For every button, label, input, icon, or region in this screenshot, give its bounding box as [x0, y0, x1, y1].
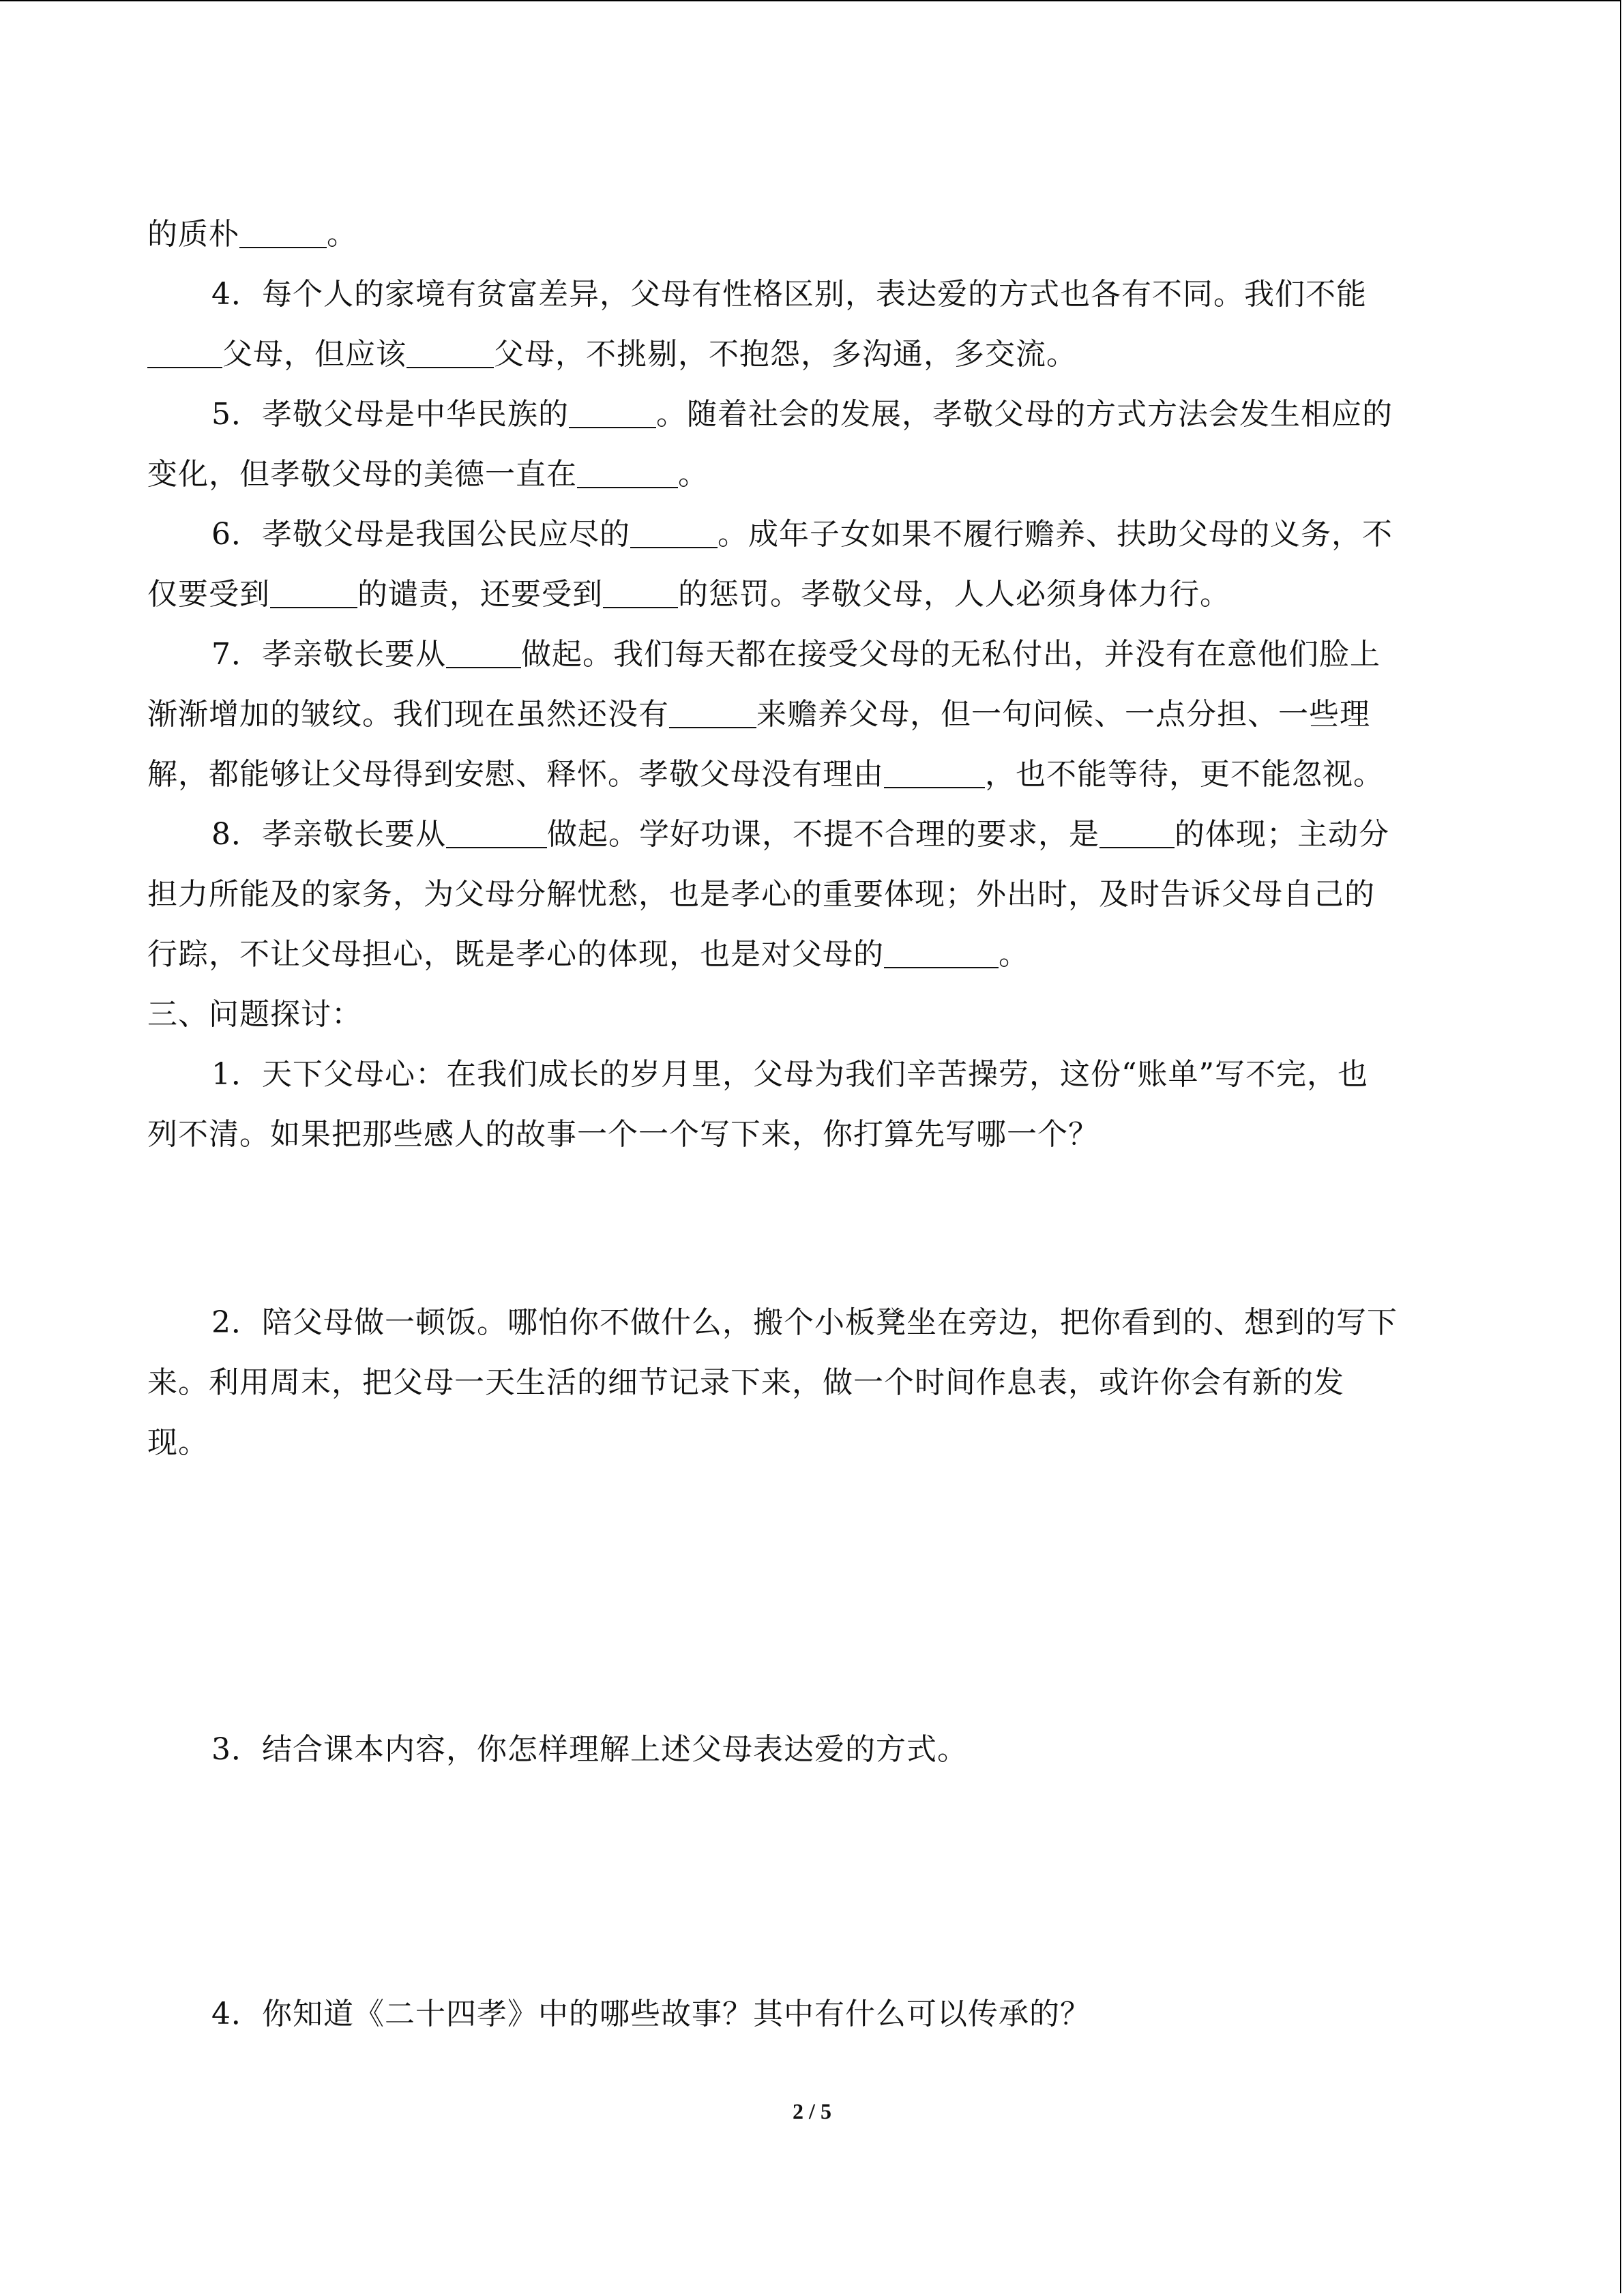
fill-blank[interactable]: [407, 337, 494, 368]
fill-blank[interactable]: [239, 217, 327, 248]
answer-space[interactable]: [147, 1473, 1475, 1720]
text-span: 。成年子女如果不履行赡养、扶助父母的义务，不: [718, 517, 1393, 552]
question-5-line-1: [147, 385, 1475, 445]
answer-space[interactable]: [147, 1780, 1475, 1984]
text-span: 6．孝敬父母是我国公民应尽的: [211, 517, 630, 552]
text-span: 解，都能够让父母得到安慰、释怀。孝敬父母没有理由: [147, 757, 884, 792]
answer-space[interactable]: [147, 1165, 1475, 1293]
discussion-2-line-3: 现。: [147, 1425, 209, 1460]
text-span: 的惩罚。孝敬父母，人人必须身体力行。: [678, 577, 1230, 612]
discussion-2-line-2: 来。利用周末，把父母一天生活的细节记录下来，做一个时间作息表，或许你会有新的发: [147, 1365, 1344, 1400]
text-span: 5．孝敬父母是中华民族的: [211, 397, 569, 432]
text-span: 的体现；主动分: [1175, 817, 1389, 852]
text-span: 做起。我们每天都在接受父母的无私付出，并没有在意他们脸上: [521, 637, 1381, 672]
document-body: [147, 205, 1475, 2044]
fill-blank[interactable]: [884, 757, 985, 788]
text-span: 做起。学好功课，不提不合理的要求，是: [547, 817, 1099, 852]
question-8-line-1: [147, 805, 1475, 865]
text-span: 来赡养父母，但一句问候、一点分担、一些理: [756, 697, 1370, 732]
text-span: ，也不能等待，更不能忽视。: [985, 757, 1384, 792]
discussion-1-line-1: 1．天下父母心：在我们成长的岁月里，父母为我们辛苦操劳，这份“账单”写不完，也: [211, 1057, 1368, 1092]
text-span: 。: [327, 217, 357, 252]
question-6-line-1: [147, 505, 1475, 565]
question-7-line-1: [147, 625, 1475, 685]
fill-blank[interactable]: [1099, 817, 1175, 848]
text-span: 父母，但应该: [222, 337, 407, 372]
text-span: 仅要受到: [147, 577, 270, 612]
question-4-line-1: 4．每个人的家境有贫富差异，父母有性格区别，表达爱的方式也各有不同。我们不能: [211, 277, 1367, 312]
text-span: 行踪，不让父母担心，既是孝心的体现，也是对父母的: [147, 937, 884, 972]
discussion-2-line-1: 2．陪父母做一顿饭。哪怕你不做什么，搬个小板凳坐在旁边，把你看到的、想到的写下: [211, 1305, 1398, 1340]
section-3-title: 三、问题探讨：: [147, 997, 362, 1032]
text-line: [147, 205, 1475, 265]
question-5-line-2: [147, 445, 1475, 505]
fill-blank[interactable]: [669, 697, 756, 728]
discussion-4-line-1: 4．你知道《二十四孝》中的哪些故事？其中有什么可以传承的？: [211, 1997, 1091, 2031]
question-6-line-2: [147, 565, 1475, 625]
fill-blank[interactable]: [446, 817, 547, 848]
question-8-line-2: 担力所能及的家务，为父母分解忧愁，也是孝心的重要体现；外出时，及时告诉父母自己的: [147, 877, 1375, 912]
text-span: 。: [999, 937, 1029, 972]
question-7-line-3: [147, 745, 1475, 805]
discussion-3-line-1: 3．结合课本内容，你怎样理解上述父母表达爱的方式。: [211, 1732, 968, 1767]
text-span: 7．孝亲敬长要从: [211, 637, 446, 672]
question-8-line-3: [147, 925, 1475, 985]
fill-blank[interactable]: [147, 337, 222, 368]
fill-blank[interactable]: [569, 397, 656, 428]
fill-blank[interactable]: [446, 637, 521, 668]
text-span: 渐渐增加的皱纹。我们现在虽然还没有: [147, 697, 669, 732]
text-span: 。: [678, 457, 709, 492]
question-7-line-2: [147, 685, 1475, 745]
discussion-1-line-2: 列不清。如果把那些感人的故事一个一个写下来，你打算先写哪一个？: [147, 1117, 1099, 1152]
text-span: 父母，不挑剔，不抱怨，多沟通，多交流。: [494, 337, 1077, 372]
fill-blank[interactable]: [630, 517, 718, 548]
text-span: 的质朴: [147, 217, 239, 252]
page-number: 2 / 5: [793, 2099, 831, 2123]
fill-blank[interactable]: [884, 937, 999, 968]
question-4-line-2: [147, 325, 1475, 385]
fill-blank[interactable]: [270, 577, 357, 608]
text-span: 。随着社会的发展，孝敬父母的方式方法会发生相应的: [656, 397, 1393, 432]
text-span: 的谴责，还要受到: [357, 577, 603, 612]
text-span: 8．孝亲敬长要从: [211, 817, 446, 852]
text-span: 变化，但孝敬父母的美德一直在: [147, 457, 577, 492]
fill-blank[interactable]: [577, 457, 678, 488]
fill-blank[interactable]: [603, 577, 678, 608]
